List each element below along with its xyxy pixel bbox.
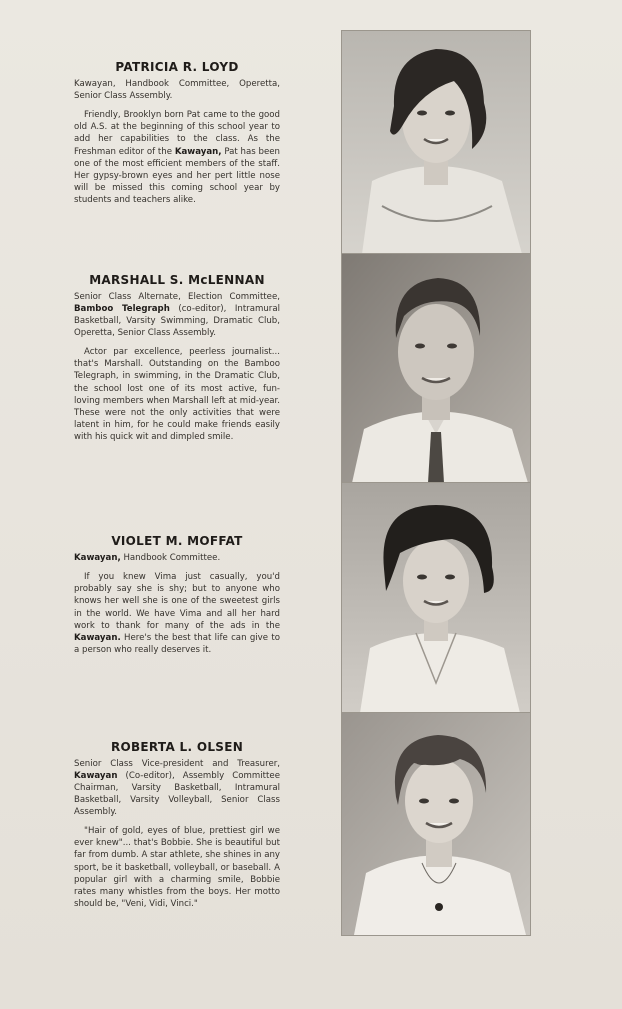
student-entry-moffat [74, 534, 280, 656]
student-activities: Kawayan, Handbook Committee. [74, 553, 221, 563]
student-bio: "Hair of gold, eyes of blue, prettiest girl we ever knew"... that's Bobbie. She is beautiful but far from dumb. A star athlete, she shines in any sport, be it basketball, volleyball, or baseball. A popular girl with a charming smile, Bobbie rates many whistles from the boys. Her motto should be, "Veni, Vidi, Vinci." [74, 826, 280, 910]
student-activities: Senior Class Alternate, Election Committee, Bamboo Telegraph (co-editor), Intramural Basketball, Varsity Swimming, Dramatic Club, Operetta, Senior Class Assembly. [74, 292, 280, 338]
portrait-photo-olsen [341, 712, 531, 936]
student-name: ROBERTA L. OLSEN [110, 740, 244, 754]
student-entry-olsen [74, 740, 280, 910]
student-activities: Kawayan, Handbook Committee, Operetta, Senior Class Assembly. [74, 79, 280, 101]
student-name: MARSHALL S. McLENNAN [89, 273, 265, 287]
student-bio: If you knew Vima just casually, you'd probably say she is shy; but to anyone who knows her well she is one of the sweetest girls in the world. We have Vima and all her hard work to thank for many of the ads in the Kawayan. Here's the best that life can give to a person who really deserves it. [74, 572, 280, 656]
student-entry-loyd [74, 60, 280, 207]
portrait-photo-mclennan [341, 253, 531, 484]
portrait-photo-loyd [341, 30, 531, 255]
portrait-photo-moffat [341, 482, 531, 714]
student-name: VIOLET M. MOFFAT [111, 534, 243, 548]
student-entry-mclennan [74, 273, 280, 444]
student-bio: Friendly, Brooklyn born Pat came to the good old A.S. at the beginning of this school year to add her capabilities to the class. As the Freshman editor of the Kawayan, Pat has been one of the most efficient members of the staff. Her gypsy-brown eyes and her pert little nose will be missed this coming school year by students and teachers alike. [74, 110, 281, 206]
student-activities: Senior Class Vice-president and Treasurer, Kawayan (Co-editor), Assembly Committee Chairman, Varsity Basketball, Intramural Basketball, Varsity Volleyball, Senior Class Assembly. [74, 759, 280, 817]
student-name: PATRICIA R. LOYD [115, 60, 239, 74]
student-bio: Actor par excellence, peerless journalist... that's Marshall. Outstanding on the Bamboo Telegraph, in swimming, in the Dramatic Club, the school lost one of its most active, fun-loving members when Marshall left at mid-year. These were not the only activities that were latent in him, for he could make friends easily with his quick wit and dimpled smile. [74, 347, 280, 443]
